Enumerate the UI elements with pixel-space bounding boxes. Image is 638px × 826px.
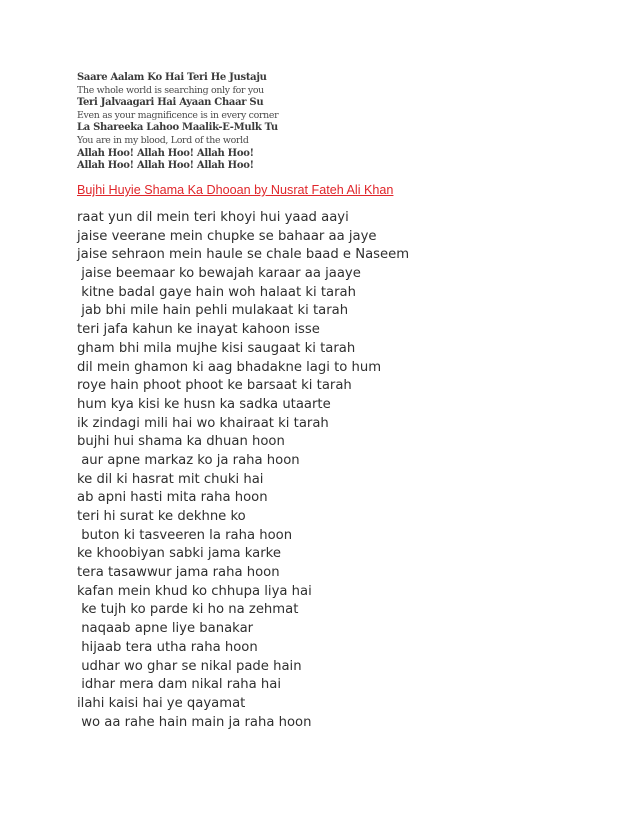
lyric-line: jaise veerane mein chupke se bahaar aa jaye bbox=[77, 228, 377, 244]
lyric-line: kitne badal gaye hain woh halaat ki tarah bbox=[77, 284, 356, 300]
lyric-line: jaise beemaar ko bewajah karaar aa jaaye bbox=[77, 266, 361, 282]
lyric-line: naqaab apne liye banakar bbox=[77, 621, 254, 637]
lyric-line: teri hi surat ke dekhne ko bbox=[77, 509, 246, 524]
header-line: The whole world is searching only for you bbox=[77, 84, 264, 96]
lyric-line: tera tasawwur jama raha hoon bbox=[77, 565, 280, 581]
lyric-line: idhar mera dam nikal raha hai bbox=[77, 677, 282, 693]
verse-header bbox=[77, 72, 557, 173]
lyric-line: hijaab tera utha raha hoon bbox=[77, 639, 258, 655]
lyric-line: raat yun dil mein teri khoyi hui yaad aayi bbox=[77, 210, 349, 225]
lyric-line: dil mein ghamon ki aag bhadakne lagi to hum bbox=[77, 359, 382, 375]
lyric-line: jaise sehraon mein haule se chale baad e Naseem bbox=[77, 247, 410, 263]
lyric-line: udhar wo ghar se nikal pade hain bbox=[77, 658, 302, 674]
lyric-line: wo aa rahe hain main ja raha hoon bbox=[77, 714, 312, 730]
header-line: Allah Hoo! Allah Hoo! Allah Hoo! bbox=[77, 147, 254, 159]
header-line: La Shareeka Lahoo Maalik-E-Mulk Tu bbox=[77, 122, 278, 134]
lyric-line: ke khoobiyan sabki jama karke bbox=[77, 546, 281, 562]
lyric-line: jab bhi mile hain pehli mulakaat ki tarah bbox=[77, 303, 349, 319]
lyric-line: buton ki tasveeren la raha hoon bbox=[77, 527, 293, 543]
header-line: Teri Jalvaagari Hai Ayaan Chaar Su bbox=[77, 97, 264, 109]
lyric-line: ik zindagi mili hai wo khairaat ki tarah bbox=[77, 415, 329, 431]
header-line: Even as your magnificence is in every corner bbox=[77, 109, 279, 121]
lyric-line: ke tujh ko parde ki ho na zehmat bbox=[77, 602, 299, 618]
lyric-line: gham bhi mila mujhe kisi saugaat ki tarah bbox=[77, 340, 356, 356]
lyrics-body bbox=[77, 209, 557, 732]
header-line: Saare Aalam Ko Hai Teri He Justaju bbox=[77, 72, 267, 83]
header-line: Allah Hoo! Allah Hoo! Allah Hoo! bbox=[77, 160, 254, 172]
lyric-line: aur apne markaz ko ja raha hoon bbox=[77, 452, 300, 468]
header-line: You are in my blood, Lord of the world bbox=[77, 134, 249, 146]
lyric-line: ke dil ki hasrat mit chuki hai bbox=[77, 471, 264, 487]
song-title-link[interactable]: Bujhi Huyie Shama Ka Dhooan by Nusrat Fateh Ali Khan bbox=[77, 183, 394, 197]
lyric-line: roye hain phoot phoot ke barsaat ki tarah bbox=[77, 378, 352, 394]
lyric-line: teri jafa kahun ke inayat kahoon isse bbox=[77, 322, 320, 338]
lyric-line: kafan mein khud ko chhupa liya hai bbox=[77, 583, 312, 599]
lyric-line: ab apni hasti mita raha hoon bbox=[77, 490, 268, 506]
lyric-line: hum kya kisi ke husn ka sadka utaarte bbox=[77, 396, 331, 412]
lyric-line: ilahi kaisi hai ye qayamat bbox=[77, 695, 246, 711]
lyric-line: bujhi hui shama ka dhuan hoon bbox=[77, 434, 285, 450]
